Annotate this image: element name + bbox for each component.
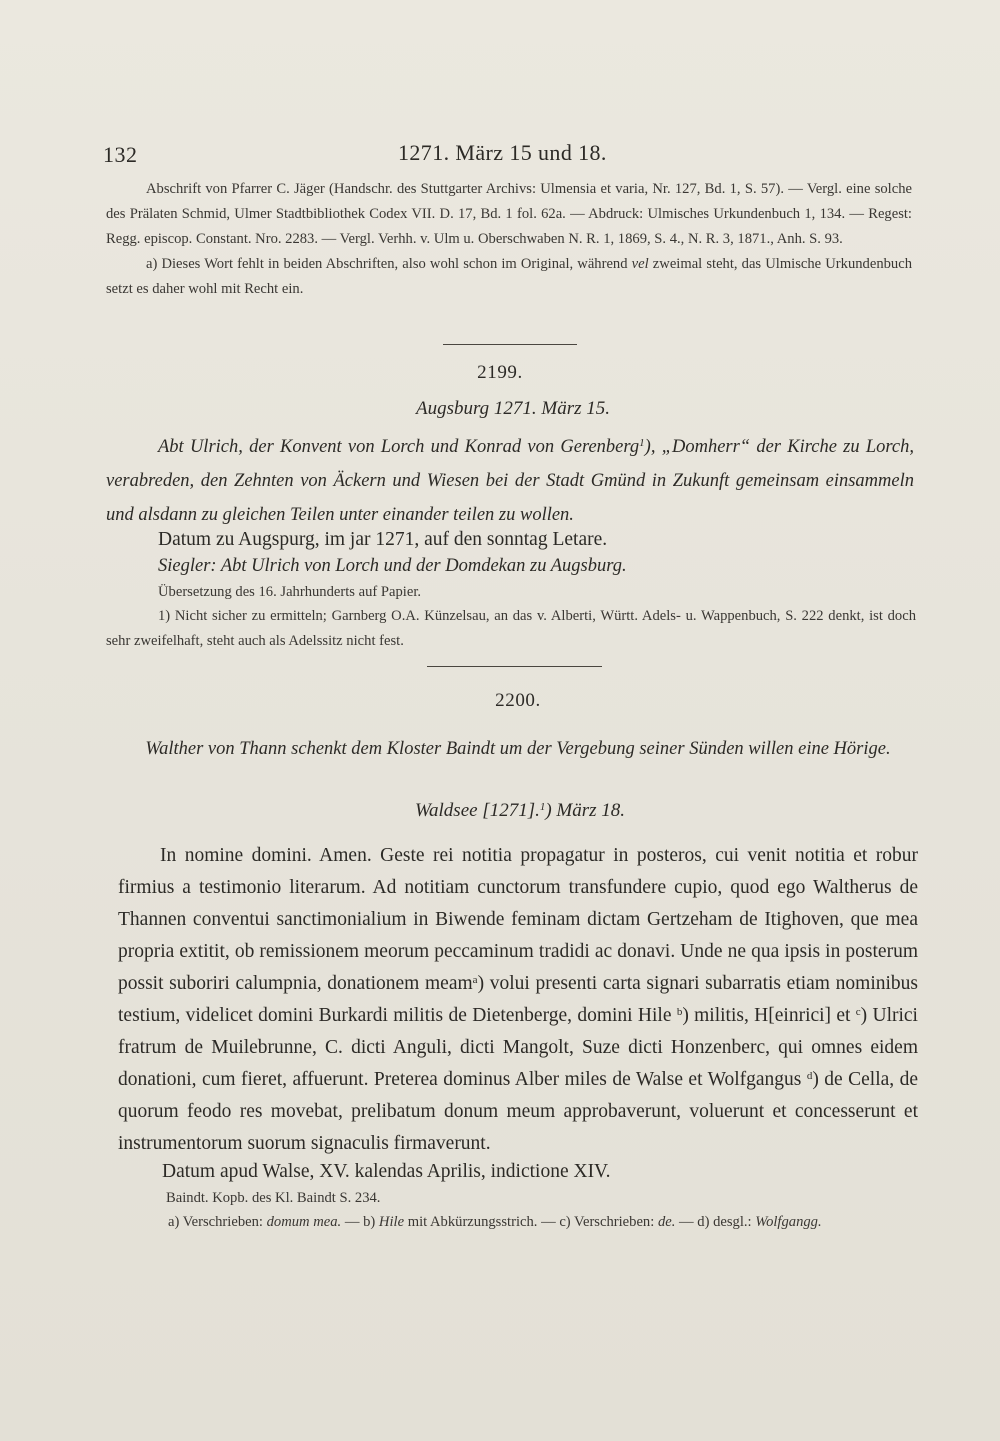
document-number-2200: 2200. [495, 690, 541, 711]
fn-b-label: — b) [344, 1214, 376, 1230]
footnote-2199: 1) Nicht sicher zu ermitteln; Garnberg O.A. Künzelsau, an das v. Alberti, Württ. Adels- u. Wappenbuch, S. 222 denkt, ist doch sehr zweifelhaft, steht auch als Adelssitz nicht fest. [106, 608, 916, 649]
previous-document-notes [106, 177, 912, 302]
running-title: 1271. März 15 und 18. [398, 140, 607, 165]
fn-b-word: Hile [378, 1214, 405, 1230]
footnote-a-word: vel [631, 256, 649, 272]
datum-2199: Datum zu Augspurg, im jar 1271, auf den sonntag Letare. [158, 529, 608, 550]
charter-text-part5: ) de Cella, de quorum feodo res movebat, prelibatum donum meum approbaverunt, voluerunt et concesserunt et instrumentorum suorum signaculis firmaverunt. [118, 1069, 918, 1154]
fn-c-word: de. [657, 1214, 676, 1230]
charter-text-part4: ) Ulrici fratrum de Muilebrunne, C. dicti Anguli, dicti Mangolt, Suze dicti Honzenberc, qui omnes eidem donationi, cum fieret, affuerunt. Preterea dominus Alber miles de Walse et Wolfgangus [118, 1005, 918, 1090]
regest-2199 [106, 430, 914, 532]
fn-a-word: domum mea. [266, 1214, 342, 1230]
siegler-2199: Siegler: Abt Ulrich von Lorch und der Domdekan zu Augsburg. [158, 556, 627, 576]
fn-a-label: a) Verschrieben: [168, 1214, 263, 1230]
date-2200: ) März 18. [545, 800, 626, 821]
regest-2199-part2: ), „Domherr“ der Kirche zu Lorch, verabreden, den Zehnten von Äckern und Wiesen bei der Stadt Gmünd in Zukunft gemeinsam einsammeln und alsdann zu gleichen Teilen unter einander teilen zu wollen. [106, 437, 915, 525]
regest-2200: Walther von Thann schenkt dem Kloster Baindt um der Vergebung seiner Sünden willen eine Hörige. [145, 739, 891, 759]
footnote-a-prefix: a) Dieses Wort fehlt in beiden Abschriften, also wohl schon im Original, während [146, 256, 628, 272]
footnote-ref-d: d [806, 1070, 813, 1082]
place-2200: Waldsee [1271]. [414, 800, 540, 821]
place-date-2199: Augsburg 1271. März 15. [415, 398, 611, 419]
footnote-ref-b: b [676, 1006, 683, 1018]
source-2200: Baindt. Kopb. des Kl. Baindt S. 234. [166, 1190, 381, 1206]
section-divider [443, 344, 577, 345]
charter-text-part3: ) militis, H[einrici] et [682, 1005, 851, 1026]
footnote-ref-1: 1 [539, 801, 546, 813]
charter-text-part1: In nomine domini. Amen. Geste rei notitia propagatur in posteros, cui venit notitia et robur firmius a testimonio literarum. Ad notitiam cunctorum transfundere cupio, quod ego Waltherus de Thannen conventui sanctimonialium in Biwende feminam dictam Gertzeham de Itighoven, que mea propria extitit, ob remissionem meorum peccaminum tradidi ac donavi. Unde ne qua ipsis in posterum possit suboriri calumpnia, donationem meam [118, 845, 918, 994]
footnote-a-suffix: zweimal steht, das Ulmische Urkundenbuch setzt es daher wohl mit Recht ein. [106, 256, 912, 297]
source-note: Abschrift von Pfarrer C. Jäger (Handschr. des Stuttgarter Archivs: Ulmensia et varia, Nr. 127, Bd. 1, S. 57). — Vergl. eine solche des Prälaten Schmid, Ulmer Stadtbibliothek Codex VII. D. 17, Bd. 1 fol. 62a. — Abdruck: Ulmisches Urkundenbuch 1, 134. — Regest: Regg. episcop. Constant. Nro. 2283. — Vergl. Verhh. v. Ulm u. Oberschwaben N. R. 1, 1869, S. 4., N. R. 3, 1871., Anh. S. 93. [106, 181, 912, 247]
fn-b-rest: mit Abkürzungsstrich. — c) Verschrieben: [407, 1214, 655, 1230]
footnote-ref-c: c [855, 1006, 861, 1018]
charter-text-2200 [118, 840, 918, 1160]
place-date-2200 [0, 800, 1000, 822]
page-number: 132 [103, 142, 138, 167]
datum-2200: Datum apud Walse, XV. kalendas Aprilis, indictione XIV. [162, 1161, 611, 1182]
fn-d-word: Wolfgangg. [755, 1214, 822, 1230]
section-divider [427, 666, 602, 667]
footnote-a [106, 252, 912, 302]
footnote-ref-1: 1 [639, 437, 645, 449]
fn-d-label: — d) desgl.: [679, 1214, 752, 1230]
source-2199: Übersetzung des 16. Jahrhunderts auf Papier. [158, 584, 422, 600]
charter-text-part2: ) volui presenti carta signari subarratis etiam nominibus testium, videlicet domini Burkardi militis de Dietenberge, domini Hile [118, 973, 918, 1026]
footnotes-2200 [118, 1210, 924, 1235]
regest-2199-part1: Abt Ulrich, der Konvent von Lorch und Konrad von Gerenberg [158, 437, 640, 457]
document-number-2199: 2199. [477, 362, 523, 383]
footnote-ref-a: a [472, 974, 478, 986]
